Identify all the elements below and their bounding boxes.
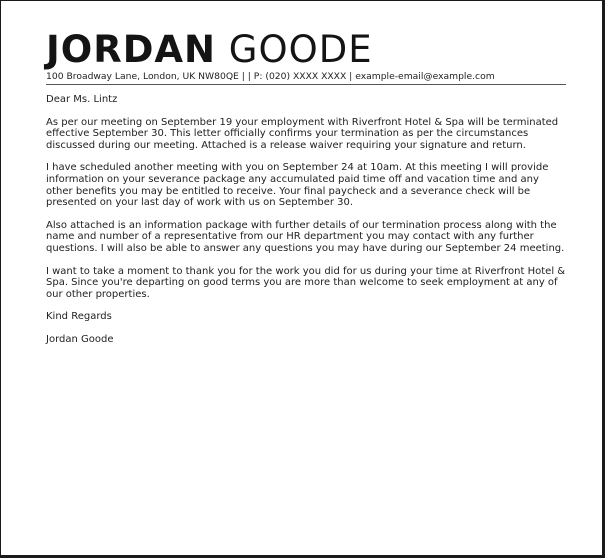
sender-first-name: JORDAN: [46, 28, 217, 71]
paragraph-1: As per our meeting on September 19 your employment with Riverfront Hotel & Spa will be terminated effective September 30. This letter officially confirms your termination as per the circumstances discussed during our meeting. Attached is a release waiver requiring your signature and return.: [46, 116, 559, 151]
letter-content: [46, 29, 566, 346]
sender-last-name: GOODE: [228, 28, 373, 71]
paragraph-3: Also attached is an information package with further details of our termination process along with the name and number of a representative from our HR department you may contact with any further questions. I will also be able to answer any questions you may have during our September 24 meeting.: [46, 219, 565, 254]
contact-line: 100 Broadway Lane, London, UK NW80QE | | P: (020) XXXX XXXX | example-email@example.com: [46, 71, 566, 85]
closing: Kind Regards: [46, 311, 112, 323]
sender-name: [46, 29, 566, 71]
signature: Jordan Goode: [46, 333, 114, 345]
paragraph-2: I have scheduled another meeting with you on September 24 at 10am. At this meeting I will provide information on your severance package any accumulated paid time off and vacation time and any other benefits you may be entitled to receive. Your final paycheck and a severance check will be presented on your last day of work with us on September 30.: [46, 162, 549, 209]
salutation: Dear Ms. Lintz: [46, 94, 118, 105]
paragraph-4: I want to take a moment to thank you for the work you did for us during your time at Riverfront Hotel & Spa. Since you're departing on good terms you are more than welcome to seek employment at any of our other properties.: [46, 265, 566, 300]
